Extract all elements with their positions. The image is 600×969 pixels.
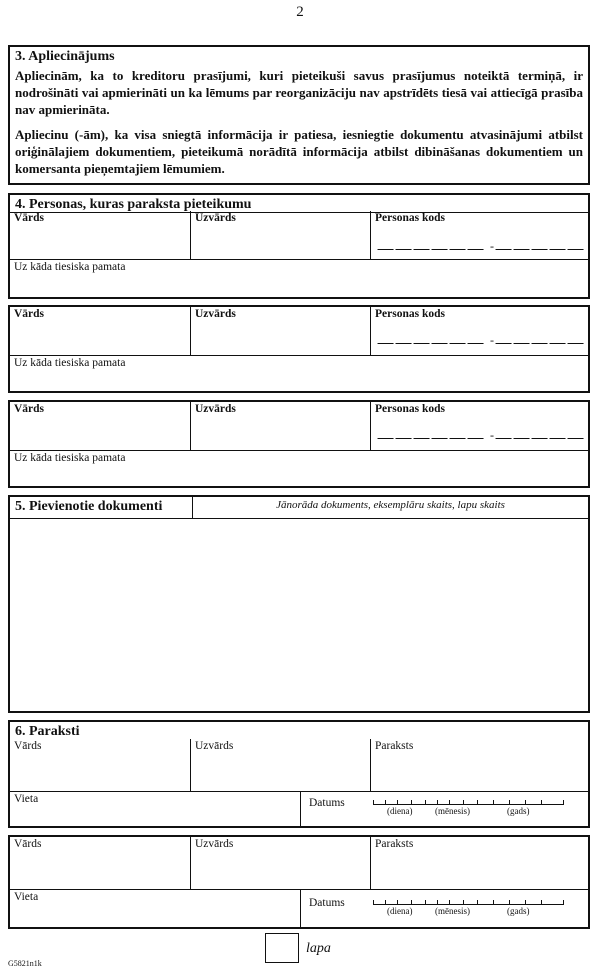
personas-kods-label: Personas kods — [375, 308, 445, 320]
paraksts-label: Paraksts — [375, 838, 414, 850]
section-6-signer-1 — [8, 720, 590, 828]
documents-area[interactable] — [10, 519, 588, 711]
section-5-note: Jānorāda dokuments, eksemplāru skaits, lapu skaits — [192, 497, 588, 518]
vieta-field[interactable] — [10, 792, 300, 826]
uzvards-label: Uzvārds — [195, 403, 236, 415]
section-4-person-1 — [8, 193, 590, 299]
personas-kods-label: Personas kods — [375, 212, 445, 224]
uzvards-field[interactable] — [190, 739, 370, 791]
pamats-label: Uz kāda tiesiska pamata — [14, 452, 126, 464]
personas-kods-label: Personas kods — [375, 403, 445, 415]
section-4-person-3 — [8, 400, 590, 488]
date-tick — [449, 900, 450, 905]
date-tick — [437, 800, 438, 805]
vards-field[interactable] — [190, 211, 370, 259]
vards-label: Vārds — [14, 212, 45, 224]
personas-kods-field[interactable]: Personas kods - — [370, 211, 588, 259]
vieta-field[interactable] — [10, 890, 300, 927]
pamats-field[interactable] — [10, 259, 588, 297]
date-tick — [437, 900, 438, 905]
page-count-box[interactable] — [265, 933, 299, 963]
diena-label: (diena) — [387, 806, 413, 816]
section-6-title: 6. Paraksti — [15, 724, 80, 739]
uzvards-label: Uzvārds — [195, 212, 236, 224]
datums-label: Datums — [309, 797, 345, 809]
pamats-label: Uz kāda tiesiska pamata — [14, 261, 126, 273]
date-tick — [525, 900, 526, 905]
date-tick — [463, 900, 464, 905]
vards-label: Vārds — [14, 308, 45, 320]
date-tick — [373, 800, 374, 805]
date-tick — [563, 800, 564, 805]
datums-field[interactable] — [300, 792, 588, 826]
uzvards-label: Uzvārds — [195, 308, 236, 320]
pamats-field[interactable] — [10, 355, 588, 391]
date-tick — [525, 800, 526, 805]
date-tick — [509, 900, 510, 905]
section-3-box — [8, 45, 590, 185]
date-tick — [493, 900, 494, 905]
datums-field[interactable] — [300, 890, 588, 927]
date-tick — [541, 800, 542, 805]
date-tick — [411, 900, 412, 905]
section-4-title: 4. Personas, kuras paraksta pieteikumu — [10, 195, 588, 213]
date-tick — [493, 800, 494, 805]
date-tick — [463, 800, 464, 805]
form-code: G5821n1k — [8, 959, 42, 968]
date-tick — [411, 800, 412, 805]
menesis-label: (mēnesis) — [435, 806, 470, 816]
uzvards-field[interactable] — [190, 837, 370, 889]
pamats-label: Uz kāda tiesiska pamata — [14, 357, 126, 369]
date-tick — [397, 800, 398, 805]
menesis-label: (mēnesis) — [435, 906, 470, 916]
vards-field[interactable] — [10, 739, 190, 791]
diena-label: (diena) — [387, 906, 413, 916]
section-4-person-2 — [8, 305, 590, 393]
uzvards-field[interactable] — [190, 402, 370, 450]
lapa-label: lapa — [306, 941, 331, 956]
personas-kods-field[interactable]: Personas kods - — [370, 307, 588, 355]
uzvards-field[interactable] — [190, 307, 370, 355]
date-tick — [425, 900, 426, 905]
date-tick — [477, 900, 478, 905]
paraksts-label: Paraksts — [375, 740, 414, 752]
section-5-title: 5. Pievienotie dokumenti — [15, 499, 163, 514]
section-5-box — [8, 495, 590, 713]
paraksts-field[interactable] — [370, 837, 588, 889]
gads-label: (gads) — [507, 806, 530, 816]
date-tick — [385, 900, 386, 905]
uzvards-label: Uzvārds — [195, 838, 234, 850]
date-tick — [385, 800, 386, 805]
section-3-para-2: Apliecinu (-ām), ka visa sniegtā informācija ir patiesa, iesniegtie dokumentu atvasinājumi atbilst oriģinālajiem dokumentiem, pieteikumā norādītā informācija atbilst dibināšanas dokumentiem un komersanta pieņemtajiem lēmumiem. — [15, 127, 583, 176]
date-tick — [509, 800, 510, 805]
vieta-label: Vieta — [14, 793, 39, 805]
uzvards-label: Uzvārds — [195, 740, 234, 752]
vards-label: Vārds — [14, 838, 42, 850]
date-tick — [563, 900, 564, 905]
datums-label: Datums — [309, 897, 345, 909]
vards-field[interactable] — [10, 837, 190, 889]
section-3-title: 3. Apliecinājums — [15, 49, 115, 64]
pamats-field[interactable] — [10, 450, 588, 486]
date-tick — [425, 800, 426, 805]
vieta-label: Vieta — [14, 891, 39, 903]
section-3-para-1: Apliecinām, ka to kreditoru prasījumi, kuri pieteikuši savus prasījumus noteiktā termiņā, ir nodrošināti vai apmierināti un ka lēmums par reorganizāciju nav apstrīdēts tiesā vai attiecīgā prasība nav apmierināta. — [15, 68, 583, 117]
personas-kods-field[interactable]: Personas kods - — [370, 402, 588, 450]
date-tick — [449, 800, 450, 805]
date-tick — [541, 900, 542, 905]
date-tick — [477, 800, 478, 805]
paraksts-field[interactable] — [370, 739, 588, 791]
date-tick — [397, 900, 398, 905]
section-6-signer-2 — [8, 835, 590, 929]
date-tick — [373, 900, 374, 905]
page-number: 2 — [296, 4, 304, 20]
vards-label: Vārds — [14, 740, 42, 752]
gads-label: (gads) — [507, 906, 530, 916]
vards-label: Vārds — [14, 403, 45, 415]
